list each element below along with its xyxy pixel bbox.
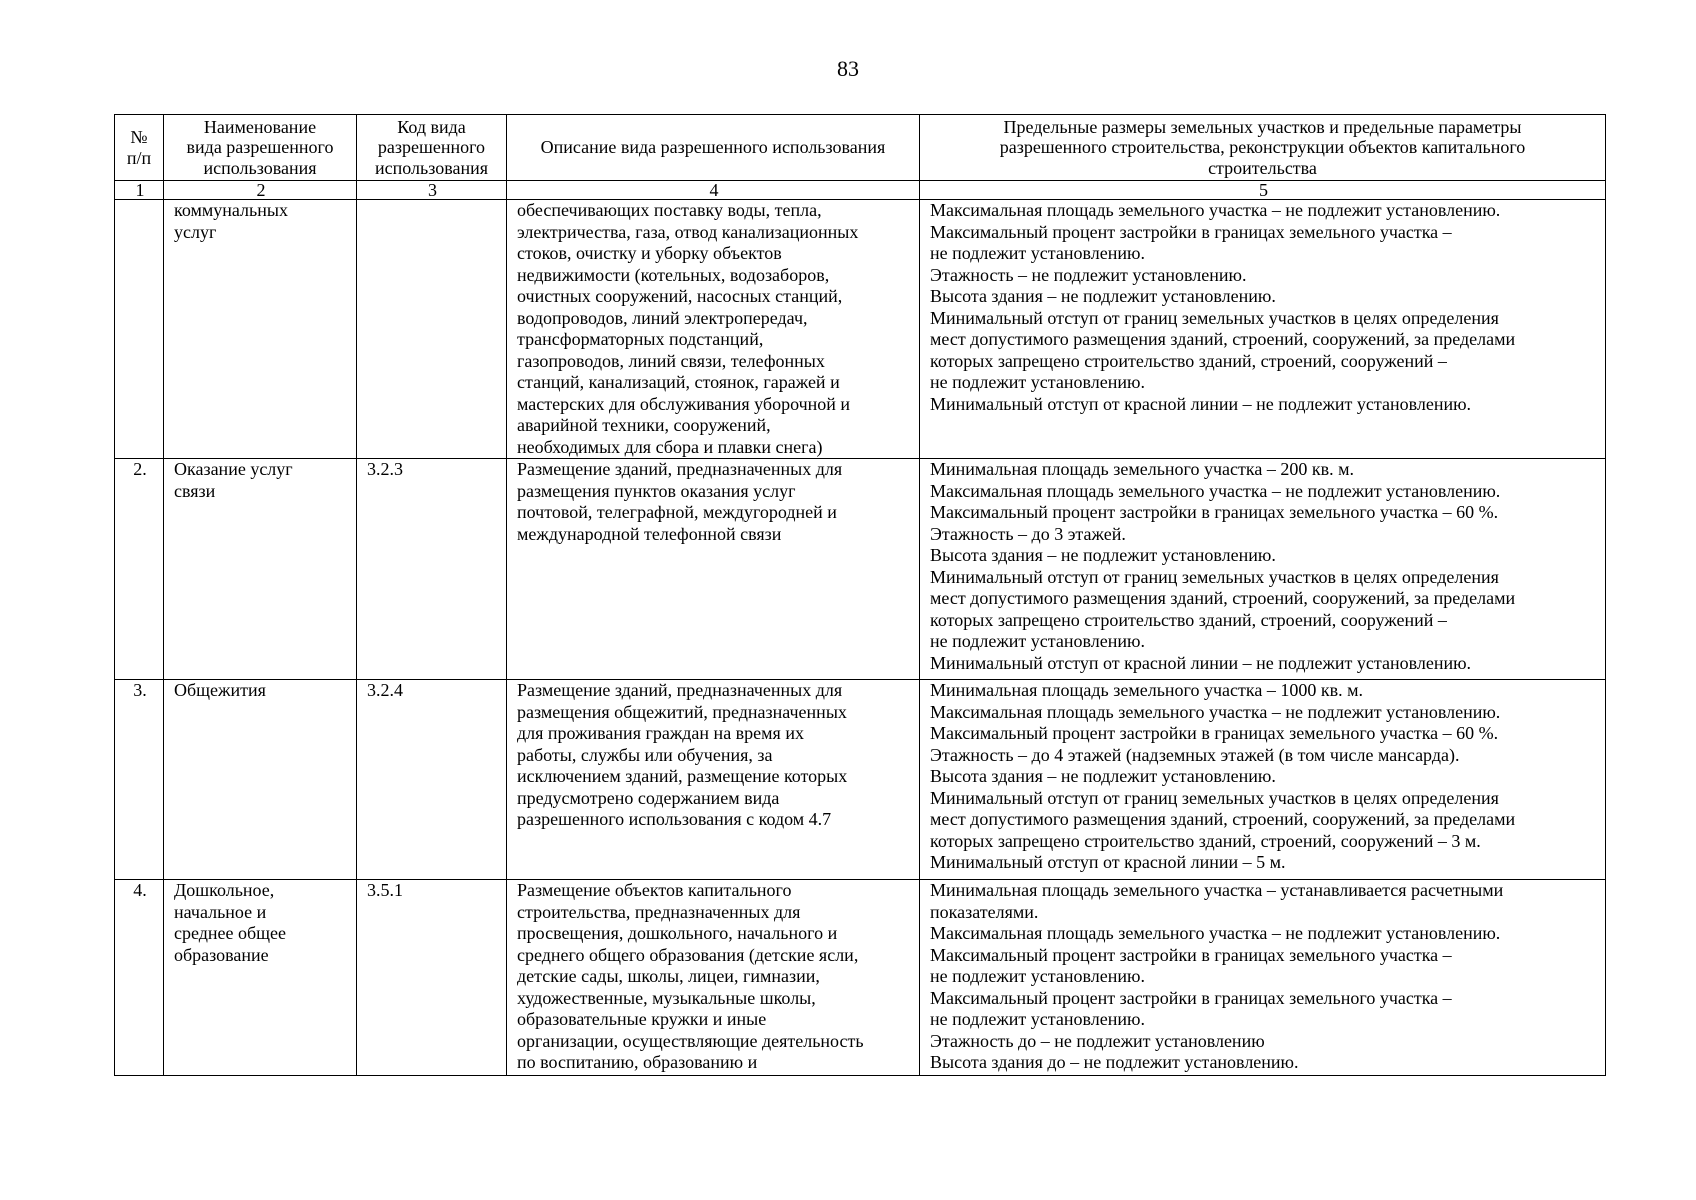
- text-line: трансформаторных подстанций,: [517, 329, 764, 349]
- text-line: Дошкольное,: [174, 880, 275, 900]
- page-number: 83: [837, 56, 859, 81]
- row-parameters: [920, 880, 1606, 1076]
- text-line: разрешенного строительства, реконструкции объектов капитального: [999, 137, 1526, 158]
- text-line: обеспечивающих поставку воды, тепла,: [517, 200, 822, 220]
- text-line: стоков, очистку и уборку объектов: [517, 243, 782, 263]
- column-number: 5: [920, 181, 1606, 200]
- row-description: [507, 880, 920, 1076]
- text-line: Этажность – до 4 этажей (надземных этажей (в том числе мансарда).: [930, 744, 1460, 765]
- text-line: газопроводов, линий связи, телефонных: [517, 350, 825, 371]
- row-number: 4.: [115, 880, 164, 1076]
- text-line: Максимальная площадь земельного участка – не подлежит установлению.: [930, 923, 1501, 943]
- text-line: предусмотрено содержанием вида: [517, 787, 780, 808]
- text-line: художественные, музыкальные школы,: [517, 987, 816, 1008]
- text-line: мастерских для обслуживания уборочной и: [517, 393, 851, 414]
- text-line: среднего общего образования (детские ясли,: [517, 944, 859, 965]
- row-use-code: [357, 200, 507, 459]
- text-line: Высота здания – не подлежит установлению.: [930, 286, 1276, 306]
- text-line: использования: [203, 157, 317, 178]
- text-line: Максимальный процент застройки в границах земельного участка – 60 %.: [930, 723, 1499, 743]
- text-line: строительства: [1208, 157, 1317, 178]
- text-line: п/п: [126, 147, 152, 168]
- text-line: для проживания граждан на время их: [517, 723, 804, 743]
- header-col-number: [115, 115, 164, 181]
- text-line: не подлежит установлению.: [930, 966, 1145, 986]
- text-line: аварийной техники, сооружений,: [517, 415, 771, 435]
- text-line: детские сады, школы, лицеи, гимназии,: [517, 966, 820, 986]
- text-line: недвижимости (котельных, водозаборов,: [517, 264, 830, 285]
- text-line: водопроводов, линий электропередач,: [517, 307, 808, 328]
- row-number: 2.: [115, 459, 164, 680]
- column-number-row: [115, 181, 1606, 200]
- text-line: Максимальный процент застройки в границах земельного участка –: [930, 221, 1452, 242]
- column-number: 1: [115, 181, 164, 200]
- text-line: почтовой, телеграфной, междугородней и: [517, 502, 837, 522]
- text-line: размещения пунктов оказания услуг: [517, 480, 796, 501]
- table-row: [115, 459, 1606, 680]
- text-line: использования: [374, 157, 488, 178]
- text-line: разрешенного использования с кодом 4.7: [517, 809, 832, 829]
- text-line: не подлежит установлению.: [930, 1009, 1145, 1029]
- text-line: размещения общежитий, предназначенных: [517, 701, 847, 722]
- text-line: Высота здания до – не подлежит установлению.: [930, 1052, 1299, 1072]
- text-line: необходимых для сбора и плавки снега): [517, 436, 823, 457]
- text-line: среднее общее: [174, 923, 287, 943]
- text-line: мест допустимого размещения зданий, строений, сооружений, за пределами: [930, 588, 1516, 608]
- text-line: Минимальная площадь земельного участка – устанавливается расчетными: [930, 880, 1504, 900]
- row-number: 3.: [115, 680, 164, 880]
- header-col-name: [164, 115, 357, 181]
- text-line: Код вида: [397, 116, 466, 137]
- text-line: №: [130, 127, 148, 147]
- row-description: [507, 680, 920, 880]
- text-line: Минимальный отступ от красной линии – 5 м.: [930, 852, 1286, 872]
- text-line: образование: [174, 944, 269, 965]
- table-row: [115, 200, 1606, 459]
- text-line: Максимальный процент застройки в границах земельного участка – 60 %.: [930, 502, 1499, 522]
- row-use-code: 3.2.4: [357, 680, 507, 880]
- row-use-name: [164, 200, 357, 459]
- text-line: очистных сооружений, насосных станций,: [517, 286, 843, 306]
- header-col-code: [357, 115, 507, 181]
- table-row: [115, 880, 1606, 1076]
- column-number: 2: [164, 181, 357, 200]
- text-line: Максимальный процент застройки в границах земельного участка –: [930, 944, 1452, 965]
- text-line: Общежития: [174, 680, 266, 700]
- row-use-name: [164, 880, 357, 1076]
- text-line: мест допустимого размещения зданий, строений, сооружений, за пределами: [930, 329, 1516, 349]
- text-line: Максимальная площадь земельного участка – не подлежит установлению.: [930, 480, 1501, 501]
- row-description: [507, 200, 920, 459]
- row-use-name: [164, 459, 357, 680]
- text-line: мест допустимого размещения зданий, строений, сооружений, за пределами: [930, 809, 1516, 829]
- text-line: Этажность – до 3 этажей.: [930, 523, 1126, 544]
- text-line: Высота здания – не подлежит установлению.: [930, 545, 1276, 565]
- text-line: не подлежит установлению.: [930, 631, 1145, 651]
- text-line: которых запрещено строительство зданий, строений, сооружений –: [930, 609, 1447, 630]
- header-col-params: [920, 115, 1606, 181]
- row-use-code: 3.2.3: [357, 459, 507, 680]
- text-line: Этажность – не подлежит установлению.: [930, 264, 1247, 285]
- text-line: связи: [174, 480, 216, 501]
- text-line: вида разрешенного: [186, 137, 334, 158]
- text-line: Размещение зданий, предназначенных для: [517, 680, 843, 700]
- text-line: не подлежит установлению.: [930, 372, 1145, 392]
- text-line: разрешенного: [377, 137, 486, 158]
- text-line: Размещение объектов капитального: [517, 880, 792, 900]
- text-line: строительства, предназначенных для: [517, 901, 801, 922]
- land-use-table: [114, 114, 1606, 1076]
- row-parameters: [920, 680, 1606, 880]
- text-line: Описание вида разрешенного использования: [540, 137, 886, 158]
- text-line: Минимальный отступ от границ земельных участков в целях определения: [930, 307, 1499, 328]
- text-line: по воспитанию, образованию и: [517, 1052, 758, 1072]
- text-line: Максимальная площадь земельного участка – не подлежит установлению.: [930, 200, 1501, 220]
- row-parameters: [920, 459, 1606, 680]
- text-line: Максимальный процент застройки в границах земельного участка –: [930, 987, 1452, 1008]
- text-line: Максимальная площадь земельного участка – не подлежит установлению.: [930, 701, 1501, 722]
- text-line: показателями.: [930, 901, 1039, 922]
- text-line: услуг: [174, 221, 217, 242]
- text-line: Предельные размеры земельных участков и предельные параметры: [1003, 116, 1522, 137]
- column-number: 4: [507, 181, 920, 200]
- text-line: коммунальных: [174, 200, 288, 220]
- text-line: Размещение зданий, предназначенных для: [517, 459, 843, 479]
- text-line: Минимальный отступ от границ земельных участков в целях определения: [930, 787, 1499, 808]
- text-line: международной телефонной связи: [517, 523, 782, 544]
- text-line: Высота здания – не подлежит установлению.: [930, 766, 1276, 786]
- row-description: [507, 459, 920, 680]
- text-line: Минимальный отступ от границ земельных участков в целях определения: [930, 566, 1499, 587]
- text-line: Минимальная площадь земельного участка – 1000 кв. м.: [930, 680, 1363, 700]
- header-row: [115, 115, 1606, 181]
- row-parameters: [920, 200, 1606, 459]
- row-use-name: [164, 680, 357, 880]
- text-line: станций, канализаций, стоянок, гаражей и: [517, 372, 840, 392]
- text-line: работы, службы или обучения, за: [517, 744, 773, 765]
- text-line: исключением зданий, размещение которых: [517, 766, 848, 786]
- column-number: 3: [357, 181, 507, 200]
- text-line: которых запрещено строительство зданий, строений, сооружений – 3 м.: [930, 830, 1481, 851]
- header-col-description: [507, 115, 920, 181]
- table-row: [115, 680, 1606, 880]
- text-line: просвещения, дошкольного, начального и: [517, 923, 838, 943]
- text-line: Наименование: [203, 116, 317, 137]
- text-line: начальное и: [174, 901, 267, 922]
- text-line: Этажность до – не подлежит установлению: [930, 1030, 1265, 1051]
- text-line: образовательные кружки и иные: [517, 1009, 767, 1029]
- text-line: организации, осуществляющие деятельность: [517, 1030, 864, 1051]
- text-line: Минимальный отступ от красной линии – не подлежит установлению.: [930, 393, 1472, 414]
- row-use-code: 3.5.1: [357, 880, 507, 1076]
- text-line: Оказание услуг: [174, 459, 293, 479]
- row-number: [115, 200, 164, 459]
- text-line: Минимальный отступ от красной линии – не подлежит установлению.: [930, 652, 1472, 673]
- text-line: Минимальная площадь земельного участка – 200 кв. м.: [930, 459, 1354, 479]
- text-line: электричества, газа, отвод канализационных: [517, 221, 859, 242]
- text-line: которых запрещено строительство зданий, строений, сооружений –: [930, 350, 1447, 371]
- text-line: не подлежит установлению.: [930, 243, 1145, 263]
